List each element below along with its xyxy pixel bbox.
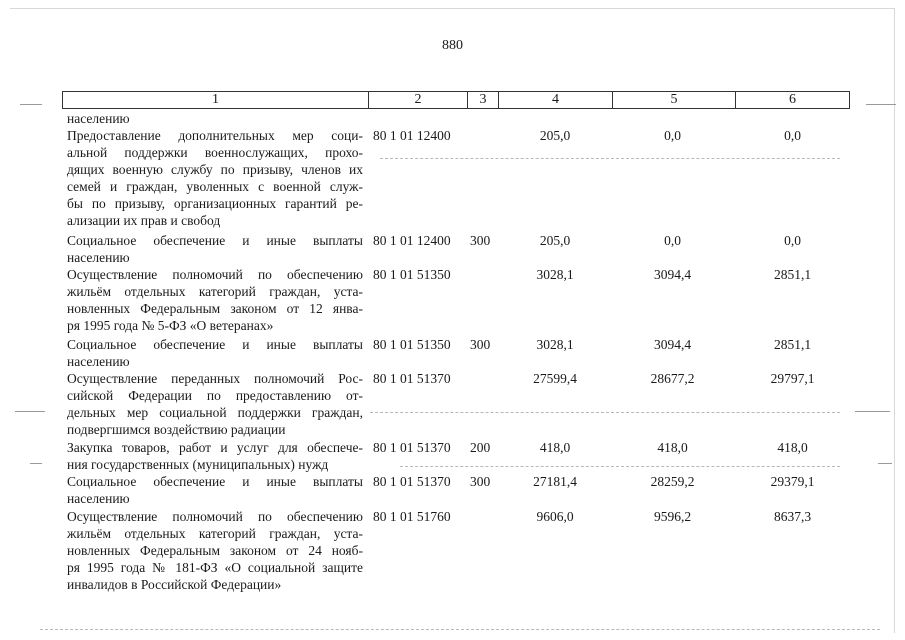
page-number: 880	[442, 38, 463, 53]
row-expense-type: 300	[470, 337, 491, 352]
scan-mark	[20, 104, 42, 105]
row-value-col5: 0,0	[664, 128, 681, 143]
row-value-col4: 27181,4	[533, 474, 577, 489]
row-value-col6: 29379,1	[770, 474, 815, 489]
scan-mark	[855, 411, 890, 412]
header-col-5: 5	[612, 91, 735, 109]
row-value-col4: 205,0	[539, 233, 571, 248]
row-code: 80 1 01 51350	[373, 267, 451, 282]
scan-mark	[878, 463, 892, 464]
row-value-col5: 9596,2	[653, 509, 692, 524]
row-value-col6: 2851,1	[773, 267, 812, 282]
row-description	[67, 439, 363, 473]
row-value-col5: 28677,2	[650, 371, 695, 386]
row-code: 80 1 01 51370	[373, 371, 451, 386]
description-line: ния государственных (муниципальных) нужд	[67, 457, 329, 472]
header-col-1: 1	[62, 91, 368, 109]
row-code: 80 1 01 12400	[373, 233, 451, 248]
row-code: 80 1 01 51760	[373, 509, 451, 524]
scan-mark	[30, 463, 42, 464]
description-line: населению	[67, 491, 130, 506]
row-description	[67, 232, 363, 266]
row-description	[67, 336, 363, 370]
description-line: Социальное обеспечение и иные выплаты	[67, 233, 363, 248]
row-value-col6: 8637,3	[773, 509, 812, 524]
scan-mark	[15, 411, 45, 412]
description-line: жильём отдельных категорий граждан, уста-	[67, 526, 363, 541]
description-line: населению	[67, 354, 130, 369]
row-description	[67, 508, 363, 593]
row-value-col6: 0,0	[784, 128, 801, 143]
row-value-col4: 3028,1	[536, 267, 574, 282]
carry-over-text: населению	[67, 111, 130, 126]
row-value-col6: 418,0	[777, 440, 808, 455]
scan-mark	[380, 158, 840, 159]
description-line: Социальное обеспечение и иные выплаты	[67, 474, 363, 489]
header-col-3: 3	[467, 91, 498, 109]
row-value-col5: 28259,2	[650, 474, 695, 489]
scan-mark	[370, 412, 840, 413]
scan-mark	[866, 104, 896, 105]
row-value-col4: 27599,4	[533, 371, 577, 386]
description-line: Осуществление полномочий по обеспечению	[67, 509, 363, 524]
description-line: Предоставление дополнительных мер соци-	[67, 128, 363, 143]
description-line: Закупка товаров, работ и услуг для обеспече-	[67, 440, 363, 455]
row-description	[67, 473, 363, 507]
description-line: инвалидов в Российской Федерации»	[67, 577, 282, 592]
header-col-4: 4	[498, 91, 612, 109]
description-line: населению	[67, 250, 130, 265]
description-line: альной поддержки военнослужащих, прохо-	[67, 145, 363, 160]
row-code: 80 1 01 51370	[373, 474, 451, 489]
row-expense-type: 300	[470, 233, 491, 248]
row-code: 80 1 01 51370	[373, 440, 451, 455]
row-value-col4: 3028,1	[536, 337, 574, 352]
row-code: 80 1 01 51350	[373, 337, 451, 352]
row-value-col5: 418,0	[657, 440, 688, 455]
description-line: новленных Федеральным законом от 12 янва-	[67, 301, 363, 316]
row-value-col4: 205,0	[539, 128, 571, 143]
description-line: бы по призыву, организационных гарантий ре-	[67, 196, 363, 211]
description-line: Осуществление полномочий по обеспечению	[67, 267, 363, 282]
row-code: 80 1 01 12400	[373, 128, 451, 143]
row-expense-type: 200	[470, 440, 491, 455]
description-line: жильём отдельных категорий граждан, уста-	[67, 284, 363, 299]
description-line: ря 1995 года № 5-ФЗ «О ветеранах»	[67, 318, 274, 333]
row-value-col6: 0,0	[784, 233, 801, 248]
description-line: дящих военную службу по призыву, членов их	[67, 162, 363, 177]
description-line: дельных мер социальной поддержки граждан,	[67, 405, 363, 420]
row-description	[67, 370, 363, 438]
row-description	[67, 266, 363, 334]
row-value-col5: 3094,4	[653, 267, 692, 282]
row-value-col5: 0,0	[664, 233, 681, 248]
description-line: Социальное обеспечение и иные выплаты	[67, 337, 363, 352]
row-value-col6: 2851,1	[773, 337, 812, 352]
row-value-col4: 418,0	[539, 440, 571, 455]
row-value-col6: 29797,1	[770, 371, 815, 386]
description-line: сийской Федерации по предоставлению от-	[67, 388, 363, 403]
scan-mark	[40, 629, 880, 630]
description-line: ря 1995 года № 181-ФЗ «О социальной защите	[67, 560, 363, 575]
description-line: ализации их прав и свобод	[67, 213, 221, 228]
description-line: подвергшимся воздействию радиации	[67, 422, 286, 437]
header-col-2: 2	[368, 91, 467, 109]
row-value-col5: 3094,4	[653, 337, 692, 352]
row-expense-type: 300	[470, 474, 491, 489]
description-line: новленных Федеральным законом от 24 нояб-	[67, 543, 363, 558]
header-col-6: 6	[735, 91, 850, 109]
description-line: семей и граждан, уволенных с военной служ-	[67, 179, 363, 194]
description-line: Осуществление переданных полномочий Рос-	[67, 371, 363, 386]
scan-mark	[400, 466, 840, 467]
row-value-col4: 9606,0	[536, 509, 574, 524]
row-description	[67, 127, 363, 229]
